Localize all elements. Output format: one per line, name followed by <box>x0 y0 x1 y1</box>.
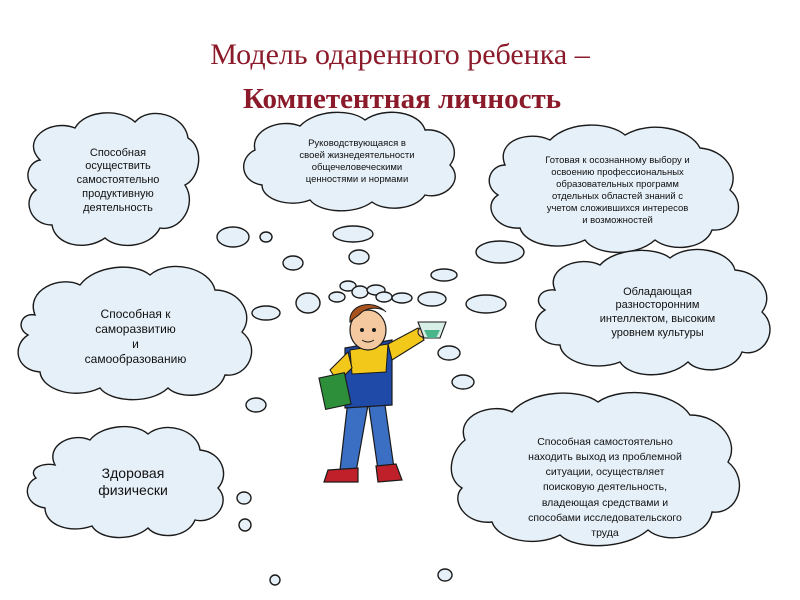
cloud-6-text: Здоровая физически <box>98 464 168 498</box>
cloud-5-text: Обладающая разносторонним интеллектом, высоким уровнем культуры <box>599 285 716 339</box>
cloud-4-text: Способная к саморазвитию и самообразованию <box>84 307 187 366</box>
cloud-7-text: Способная самостоятельно находить выход из проблемной ситуации, осуществляет поисковую деятельность, владеющая средствами и способами исследовательского труда <box>528 435 682 540</box>
title-line-2: Компетентная личность <box>242 83 562 115</box>
cloud-3-text: Готовая к осознанному выбору и освоению профессиональных образовательных программ отдельных областей знаний с учетом сложившихся интересов и возможностей <box>545 155 690 226</box>
boy-holding-flask-icon <box>319 305 446 482</box>
cloud-1-text: Способная осуществить самостоятельно продуктивную деятельность <box>76 146 160 214</box>
title-line-1: Модель одаренного ребенка – <box>210 38 590 71</box>
cloud-2-text: Руководствующаяся в своей жизнедеятельности общечеловеческими ценностями и нормами <box>299 138 415 185</box>
